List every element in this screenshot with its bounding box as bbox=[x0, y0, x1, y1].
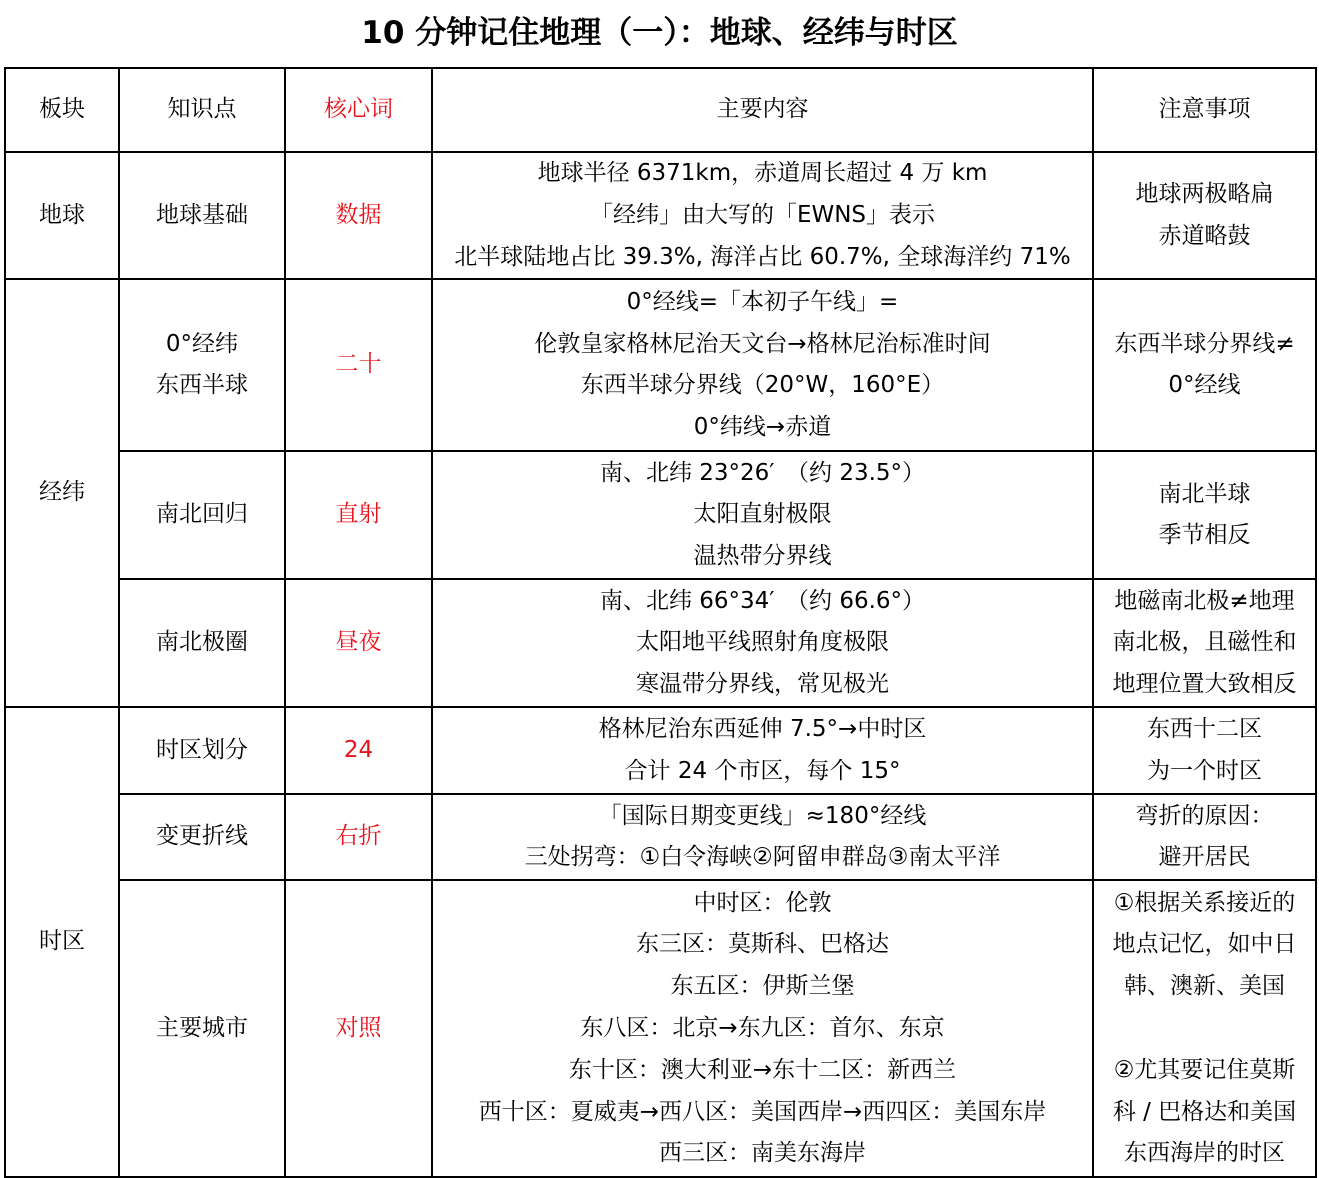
notes-cell: 弯折的原因： 避开居民 bbox=[1093, 794, 1316, 880]
header-notes: 注意事项 bbox=[1093, 68, 1316, 152]
topic-cell: 地球基础 bbox=[119, 152, 285, 279]
keyword-cell: 直射 bbox=[285, 451, 432, 579]
section-cell-timezone: 时区 bbox=[5, 707, 119, 1177]
notes-cell: ①根据关系接近的 地点记忆，如中日 韩、澳新、美国 ②尤其要记住莫斯 科 / 巴格达和美国 东西海岸的时区 bbox=[1093, 880, 1316, 1177]
content-cell: 南、北纬 66°34′ （约 66.6°） 太阳地平线照射角度极限 寒温带分界线，常见极光 bbox=[432, 579, 1093, 707]
keyword-cell: 昼夜 bbox=[285, 579, 432, 707]
keyword-cell: 二十 bbox=[285, 279, 432, 451]
header-row bbox=[5, 68, 1316, 152]
notes-cell: 南北半球 季节相反 bbox=[1093, 451, 1316, 579]
notes-cell: 地球两极略扁 赤道略鼓 bbox=[1093, 152, 1316, 279]
table-row bbox=[5, 579, 1316, 707]
topic-cell: 南北极圈 bbox=[119, 579, 285, 707]
topic-cell: 南北回归 bbox=[119, 451, 285, 579]
header-content: 主要内容 bbox=[432, 68, 1093, 152]
page-title: 10 分钟记住地理（一）：地球、经纬与时区 bbox=[361, 15, 958, 51]
header-section: 板块 bbox=[5, 68, 119, 152]
content-cell: 南、北纬 23°26′ （约 23.5°） 太阳直射极限 温热带分界线 bbox=[432, 451, 1093, 579]
content-cell: 格林尼治东西延伸 7.5°→中时区 合计 24 个市区，每个 15° bbox=[432, 707, 1093, 794]
table-row bbox=[5, 451, 1316, 579]
keyword-cell: 数据 bbox=[285, 152, 432, 279]
table-row bbox=[5, 152, 1316, 279]
keyword-cell: 右折 bbox=[285, 794, 432, 880]
content-cell: 地球半径 6371km，赤道周长超过 4 万 km 「经纬」由大写的「EWNS」表示 北半球陆地占比 39.3%, 海洋占比 60.7%, 全球海洋约 71% bbox=[432, 152, 1093, 279]
topic-cell: 主要城市 bbox=[119, 880, 285, 1177]
notes-cell: 地磁南北极≠地理 南北极，且磁性和 地理位置大致相反 bbox=[1093, 579, 1316, 707]
topic-cell: 变更折线 bbox=[119, 794, 285, 880]
topic-cell: 0°经纬 东西半球 bbox=[119, 279, 285, 451]
table-row bbox=[5, 707, 1316, 794]
header-keyword: 核心词 bbox=[285, 68, 432, 152]
content-cell: 「国际日期变更线」≈180°经线 三处拐弯：①白令海峡②阿留申群岛③南太平洋 bbox=[432, 794, 1093, 880]
table-row bbox=[5, 880, 1316, 1177]
keyword-cell: 24 bbox=[285, 707, 432, 794]
topic-cell: 时区划分 bbox=[119, 707, 285, 794]
content-cell: 中时区：伦敦 东三区：莫斯科、巴格达 东五区：伊斯兰堡 东八区：北京→东九区：首尔、东京 东十区：澳大利亚→东十二区：新西兰 西十区：夏威夷→西八区：美国西岸→西四区：美国东岸 西三区：南美东海岸 bbox=[432, 880, 1093, 1177]
keyword-cell: 对照 bbox=[285, 880, 432, 1177]
section-cell-latlon: 经纬 bbox=[5, 279, 119, 707]
notes-cell: 东西十二区 为一个时区 bbox=[1093, 707, 1316, 794]
notes-cell: 东西半球分界线≠ 0°经线 bbox=[1093, 279, 1316, 451]
header-topic: 知识点 bbox=[119, 68, 285, 152]
table-row bbox=[5, 794, 1316, 880]
content-cell: 0°经线=「本初子午线」= 伦敦皇家格林尼治天文台→格林尼治标准时间 东西半球分界线（20°W，160°E） 0°纬线→赤道 bbox=[432, 279, 1093, 451]
section-cell-earth: 地球 bbox=[5, 152, 119, 279]
table-row bbox=[5, 279, 1316, 451]
knowledge-table bbox=[4, 67, 1317, 1178]
